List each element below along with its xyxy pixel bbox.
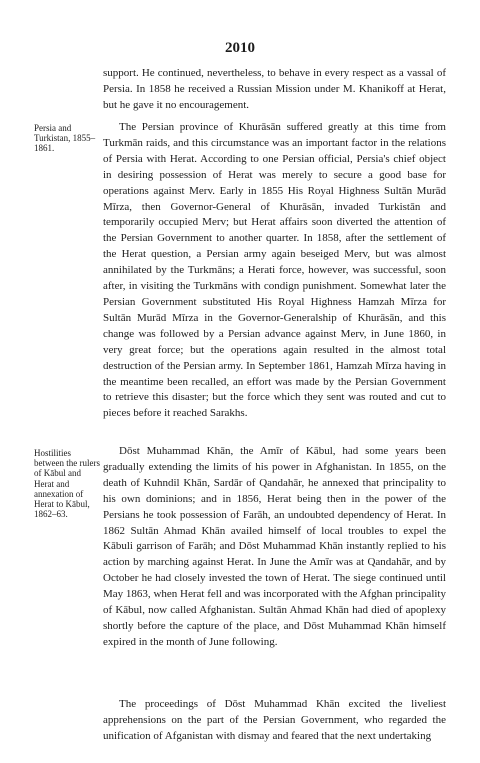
paragraph-continuation: support. He continued, nevertheless, to behave in every respect as a vassal of Persia. In 1858 he received a Russian Mission under M. Khanikoff at Herat, but he gave it no encouragement. (103, 67, 446, 111)
paragraph-kabul-herat: Dōst Muhammad Khān, the Amīr of Kābul, had some years been gradually extending the limits of his power in Afghanistan. In 1855, on the death of Kuhndil Khān, Sardār of Qandahār, he annexed that principality to his own dominions; and in 1856, Herat being then in the power of the Persians he took possession of Farāh, an undoubted dependency of Herat. In 1862 Sultān Ahmad Khān availed himself of local troubles to expel the Kābuli garrison of Farāh; and Dōst Muhammad Khān instantly replied to his action by marching against Herat. In June the Amīr was at Qandahār, and by October he had closely invested the town of Herat. The siege continued until May 1863, when Herat fell and was incorporated with the Afghan principality of Kābul, now called Afghanistan. Sultān Ahmad Khān had died of apoplexy shortly before the capture of the place, and Dōst Muhammad Khān himself expired in the month of June following. (103, 445, 446, 648)
margin-note-persia-turkistan: Persia and Turkistan, 1855–1861. (34, 123, 96, 154)
paragraph-persia-turkistan: The Persian province of Khurāsān suffered greatly at this time from Turkmān raids, and this circumstance was an important factor in the relations of Persia with Herat. According to one Persian official, Persia's chief object in desiring possession of Herat was merely to secure a good base for operations against Merv. Early in 1855 His Royal Highness Sultān Murād Mīrza, then Governor-General of Khurāsān, invaded Turkistān and temporarily occupied Merv; but Herat affairs soon diverted the attention of the Persian Government to another quarter. In 1858, after the settlement of the Herat question, a Persian army again beseiged Merv, but was almost annihilated by the Turkmāns; a Herati force, however, was successful, soon after, in visiting the Turkmāns with condign punishment. Somewhat later the Persian Government substituted His Royal Highness Hamzah Mīrza for Sultān Murād Mīrza in the Governor-Generalship of Khurāsān, and this change was followed by a Persian advance against Merv, in June 1860, in very great force; but the operations again resulted in the almost total destruction of the Persian army. In September 1861, Hamzah Mīrza having in the meantime been recalled, an effort was made by the Persian Government to retrieve this disaster; but the force which they sent was routed and cut to pieces before it reached Sarakhs. (103, 121, 446, 420)
margin-note-kabul-herat: Hostilities between the rulers of Kābul and Herat and annexation of Herat to Kābul, 1862–63. (34, 448, 100, 520)
page-number: 2010 (225, 40, 255, 56)
paragraph-persian-apprehensions: The proceedings of Dōst Muhammad Khān excited the liveliest apprehensions on the part of the Persian Government, who regarded the unification of Afganistan with dismay and feared that the next undertaking (103, 698, 446, 742)
